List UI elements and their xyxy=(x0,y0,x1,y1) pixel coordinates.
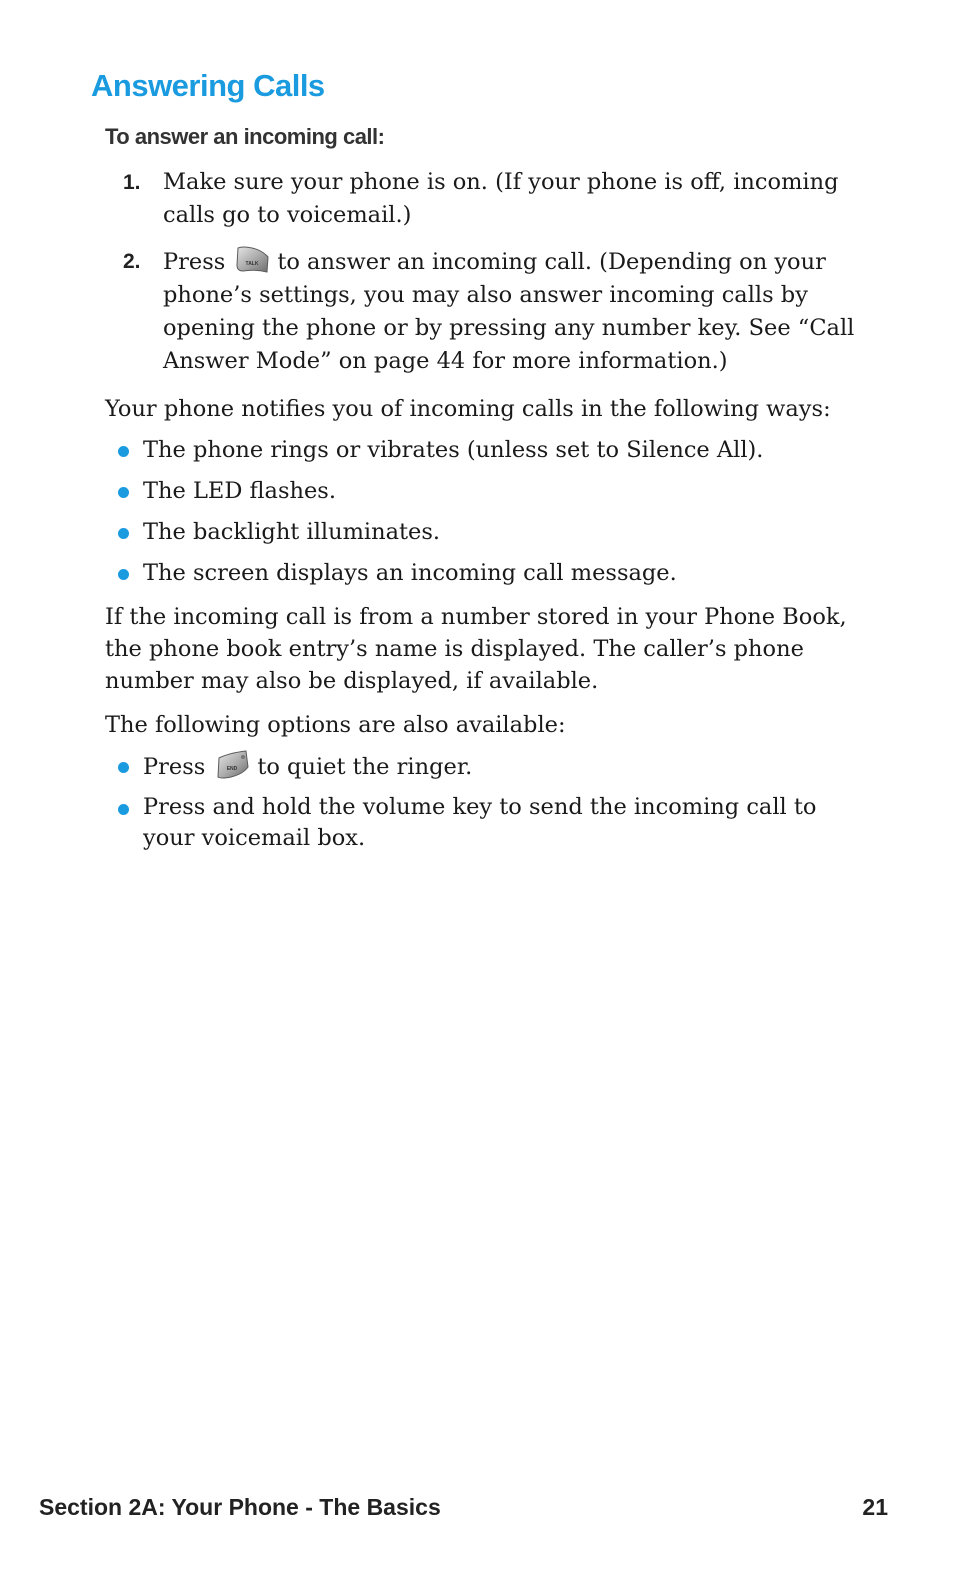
list-item: The LED flashes. xyxy=(105,475,875,508)
end-key-icon xyxy=(215,750,251,780)
bullet-icon xyxy=(105,475,143,508)
step-text-before: Press xyxy=(163,249,226,275)
bullet-icon xyxy=(105,434,143,467)
option-text-before: Press xyxy=(143,754,206,780)
options-list xyxy=(105,750,875,862)
list-item: The backlight illuminates. xyxy=(105,516,875,549)
step-item xyxy=(105,245,865,378)
options-intro: The following options are also available: xyxy=(105,712,566,738)
list-item: The phone rings or vibrates (unless set to Silence All). xyxy=(105,434,875,467)
notify-intro: Your phone notifies you of incoming calls in the following ways: xyxy=(105,396,831,422)
step-number: 1. xyxy=(123,171,141,194)
page-title: Answering Calls xyxy=(91,68,325,103)
talk-key-icon xyxy=(235,245,271,275)
bullet-icon xyxy=(105,516,143,549)
option-text-after: to quiet the ringer. xyxy=(257,754,473,780)
footer-section-title: Section 2A: Your Phone - The Basics xyxy=(39,1494,441,1520)
list-item xyxy=(105,750,875,784)
list-item: Press and hold the volume key to send the incoming call to your voicemail box. xyxy=(105,792,875,854)
svg-text:END: END xyxy=(227,766,238,772)
procedure-heading: To answer an incoming call: xyxy=(105,124,385,149)
step-text-after: to answer an incoming call. (Depending on your phone’s settings, you may also answer incoming calls by opening the phone or by pressing any number key. See “Call Answer Mode” on page 44 for more information.) xyxy=(163,249,855,374)
step-item xyxy=(105,166,865,232)
bullet-icon xyxy=(105,792,143,854)
list-item: The screen displays an incoming call message. xyxy=(105,557,875,590)
step-number: 2. xyxy=(123,250,141,273)
bullet-icon xyxy=(105,750,143,784)
step-text: Make sure your phone is on. (If your phone is off, incoming calls go to voicemail.) xyxy=(163,169,839,228)
notify-list xyxy=(105,434,875,598)
phonebook-paragraph: If the incoming call is from a number stored in your Phone Book, the phone book entry’s name is displayed. The caller’s phone number may also be displayed, if available. xyxy=(105,604,847,694)
steps-list xyxy=(105,166,865,391)
page-number: 21 xyxy=(862,1494,888,1520)
bullet-icon xyxy=(105,557,143,590)
step-text xyxy=(163,245,865,378)
svg-text:TALK: TALK xyxy=(245,261,259,267)
